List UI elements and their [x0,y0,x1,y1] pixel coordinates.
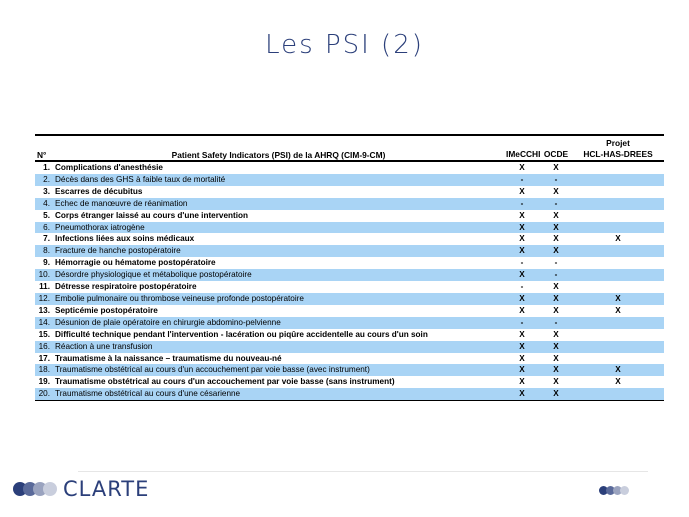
psi-table [35,134,664,401]
logo-dot [620,486,629,495]
table-body [35,161,664,401]
row-imecchi-value: X [504,364,540,376]
table-row [35,329,664,341]
row-projet-value [572,353,664,365]
row-indicator-name: Embolie pulmonaire ou thrombose veineuse profonde postopératoire [53,293,504,305]
row-number: 7. [35,233,53,245]
row-indicator-name: Traumatisme à la naissance – traumatisme du nouveau-né [53,353,504,365]
row-projet-value: X [572,364,664,376]
row-ocde-value: - [540,174,572,186]
table-row [35,257,664,269]
row-projet-value [572,257,664,269]
row-indicator-name: Septicémie postopératoire [53,305,504,317]
row-projet-value [572,198,664,210]
table-row [35,161,664,174]
table-row [35,305,664,317]
row-imecchi-value: X [504,245,540,257]
row-imecchi-value: - [504,317,540,329]
row-projet-value [572,388,664,400]
header-number: N° [35,135,53,161]
header-imecchi: IMeCCHI [504,135,540,161]
row-indicator-name: Hémorragie ou hématome postopératoire [53,257,504,269]
row-ocde-value: X [540,376,572,388]
table-row [35,245,664,257]
row-projet-value: X [572,293,664,305]
table-row [35,388,664,400]
row-ocde-value: X [540,161,572,174]
row-indicator-name: Traumatisme obstétrical au cours d'une césarienne [53,388,504,400]
row-number: 11. [35,281,53,293]
row-projet-value [572,281,664,293]
row-imecchi-value: X [504,293,540,305]
row-ocde-value: - [540,257,572,269]
clarte-logo [13,478,149,500]
row-number: 9. [35,257,53,269]
row-number: 19. [35,376,53,388]
row-number: 2. [35,174,53,186]
table-row [35,376,664,388]
row-imecchi-value: X [504,353,540,365]
row-number: 14. [35,317,53,329]
row-imecchi-value: X [504,186,540,198]
header-projet-line1: Projet [606,138,630,148]
row-number: 1. [35,161,53,174]
row-ocde-value: - [540,269,572,281]
row-indicator-name: Escarres de décubitus [53,186,504,198]
row-number: 3. [35,186,53,198]
row-indicator-name: Corps étranger laissé au cours d'une intervention [53,210,504,222]
row-projet-value [572,341,664,353]
row-imecchi-value: - [504,281,540,293]
row-projet-value [572,161,664,174]
row-projet-value [572,174,664,186]
row-indicator-name: Traumatisme obstétrical au cours d'un accouchement par voie basse (sans instrument) [53,376,504,388]
row-projet-value: X [572,376,664,388]
row-projet-value [572,317,664,329]
header-ocde: OCDE [540,135,572,161]
row-number: 17. [35,353,53,365]
row-number: 6. [35,222,53,234]
psi-table-container [35,134,664,401]
row-projet-value [572,245,664,257]
row-ocde-value: X [540,364,572,376]
row-ocde-value: X [540,222,572,234]
table-row [35,210,664,222]
row-imecchi-value: X [504,376,540,388]
header-projet-line2: HCL-HAS-DREES [583,149,653,159]
row-number: 15. [35,329,53,341]
header-indicator-name: Patient Safety Indicators (PSI) de la AHRQ (CIM-9-CM) [53,135,504,161]
row-indicator-name: Traumatisme obstétrical au cours d'un accouchement par voie basse (avec instrument) [53,364,504,376]
table-row [35,222,664,234]
row-ocde-value: X [540,245,572,257]
row-indicator-name: Réaction à une transfusion [53,341,504,353]
row-projet-value: X [572,305,664,317]
logo-dots [13,482,53,496]
row-indicator-name: Désunion de plaie opératoire en chirurgie abdomino-pelvienne [53,317,504,329]
row-imecchi-value: - [504,174,540,186]
row-number: 18. [35,364,53,376]
row-ocde-value: X [540,305,572,317]
row-imecchi-value: X [504,329,540,341]
row-indicator-name: Difficulté technique pendant l'intervention - lacération ou piqûre accidentelle au cours d'un soin [53,329,504,341]
row-number: 16. [35,341,53,353]
row-number: 10. [35,269,53,281]
row-ocde-value: X [540,186,572,198]
row-number: 20. [35,388,53,400]
row-indicator-name: Détresse respiratoire postopératoire [53,281,504,293]
row-ocde-value: X [540,388,572,400]
table-row [35,281,664,293]
table-row [35,293,664,305]
clarte-small-logo [599,486,627,495]
row-ocde-value: X [540,281,572,293]
row-ocde-value: X [540,329,572,341]
row-ocde-value: - [540,317,572,329]
row-indicator-name: Décès dans des GHS à faible taux de mortalité [53,174,504,186]
row-imecchi-value: X [504,161,540,174]
row-indicator-name: Echec de manœuvre de réanimation [53,198,504,210]
table-row [35,353,664,365]
table-row [35,317,664,329]
row-number: 4. [35,198,53,210]
row-number: 5. [35,210,53,222]
row-imecchi-value: X [504,341,540,353]
row-imecchi-value: X [504,305,540,317]
row-imecchi-value: X [504,210,540,222]
row-number: 13. [35,305,53,317]
header-projet [572,135,664,161]
logo-text: CLARTE [63,477,150,501]
table-row [35,198,664,210]
table-row [35,269,664,281]
row-projet-value [572,269,664,281]
table-header-row [35,135,664,161]
row-imecchi-value: X [504,222,540,234]
row-projet-value [572,186,664,198]
row-imecchi-value: - [504,257,540,269]
row-indicator-name: Infections liées aux soins médicaux [53,233,504,245]
row-indicator-name: Pneumothorax iatrogène [53,222,504,234]
table-row [35,186,664,198]
row-imecchi-value: X [504,269,540,281]
row-projet-value [572,222,664,234]
row-imecchi-value: X [504,388,540,400]
row-number: 12. [35,293,53,305]
row-projet-value: X [572,233,664,245]
row-indicator-name: Complications d'anesthésie [53,161,504,174]
table-row [35,341,664,353]
row-ocde-value: X [540,293,572,305]
logo-dot [43,482,57,496]
row-ocde-value: X [540,353,572,365]
row-projet-value [572,329,664,341]
row-projet-value [572,210,664,222]
row-imecchi-value: X [504,233,540,245]
row-ocde-value: X [540,233,572,245]
table-row [35,364,664,376]
row-ocde-value: X [540,210,572,222]
table-row [35,174,664,186]
row-number: 8. [35,245,53,257]
footer-divider [78,471,648,472]
row-ocde-value: X [540,341,572,353]
slide-title: Les PSI (2) [265,30,424,60]
row-ocde-value: - [540,198,572,210]
table-row [35,233,664,245]
row-imecchi-value: - [504,198,540,210]
row-indicator-name: Désordre physiologique et métabolique postopératoire [53,269,504,281]
row-indicator-name: Fracture de hanche postopératoire [53,245,504,257]
